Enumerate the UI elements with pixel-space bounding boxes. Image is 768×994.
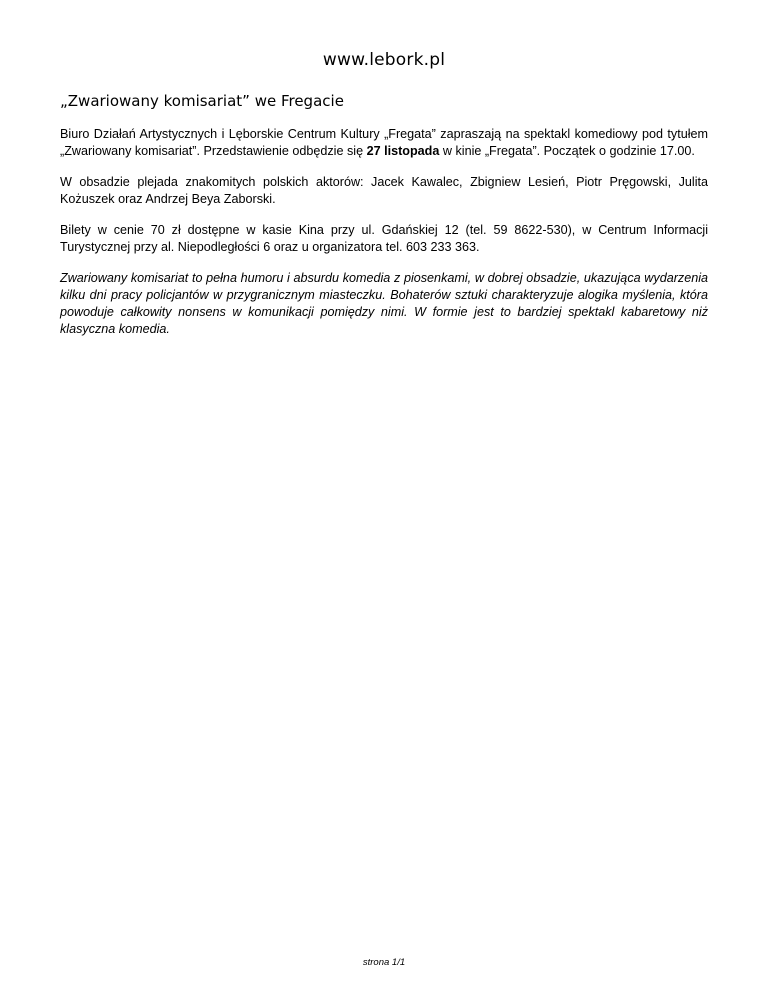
paragraph-text: w kinie „Fregata”. Początek o godzinie 17.00. <box>439 144 695 158</box>
paragraph-text: Biuro Działań Artystycznych i Lęborskie Centrum Kultury „Fregata” zapraszają na spektakl komediowy pod tytułem „Zwariowany komisariat”. Przedstawienie odbędzie się <box>60 127 708 158</box>
page-number: strona 1/1 <box>362 957 406 968</box>
paragraph-tickets: Bilety w cenie 70 zł dostępne w kasie Kina przy ul. Gdańskiej 12 (tel. 59 8622-530), w Centrum Informacji Turystycznej przy al. Niepodległości 6 oraz u organizatora tel. 603 233 363. <box>60 223 708 254</box>
article-body <box>60 126 708 352</box>
event-date: 27 listopada <box>366 144 440 158</box>
article-title: „Zwariowany komisariat” we Fregacie <box>60 92 344 110</box>
paragraph-cast: W obsadzie plejada znakomitych polskich aktorów: Jacek Kawalec, Zbigniew Lesień, Piotr Pręgowski, Julita Kożuszek oraz Andrzej Beya Zaborski. <box>60 175 708 206</box>
paragraph-description: Zwariowany komisariat to pełna humoru i absurdu komedia z piosenkami, w dobrej obsadzie, ukazująca wydarzenia kilku dni pracy policjantów w przygranicznym miasteczku. Bohaterów sztuki charakteryzuje alogika myślenia, która powoduje całkowity nonsens w komunikacji pomiędzy nimi. W formie jest to bardziej spektakl kabaretowy niż klasyczna komedia. <box>60 271 708 336</box>
site-header: www.lebork.pl <box>322 50 446 70</box>
paragraph-event-announcement <box>60 126 708 160</box>
